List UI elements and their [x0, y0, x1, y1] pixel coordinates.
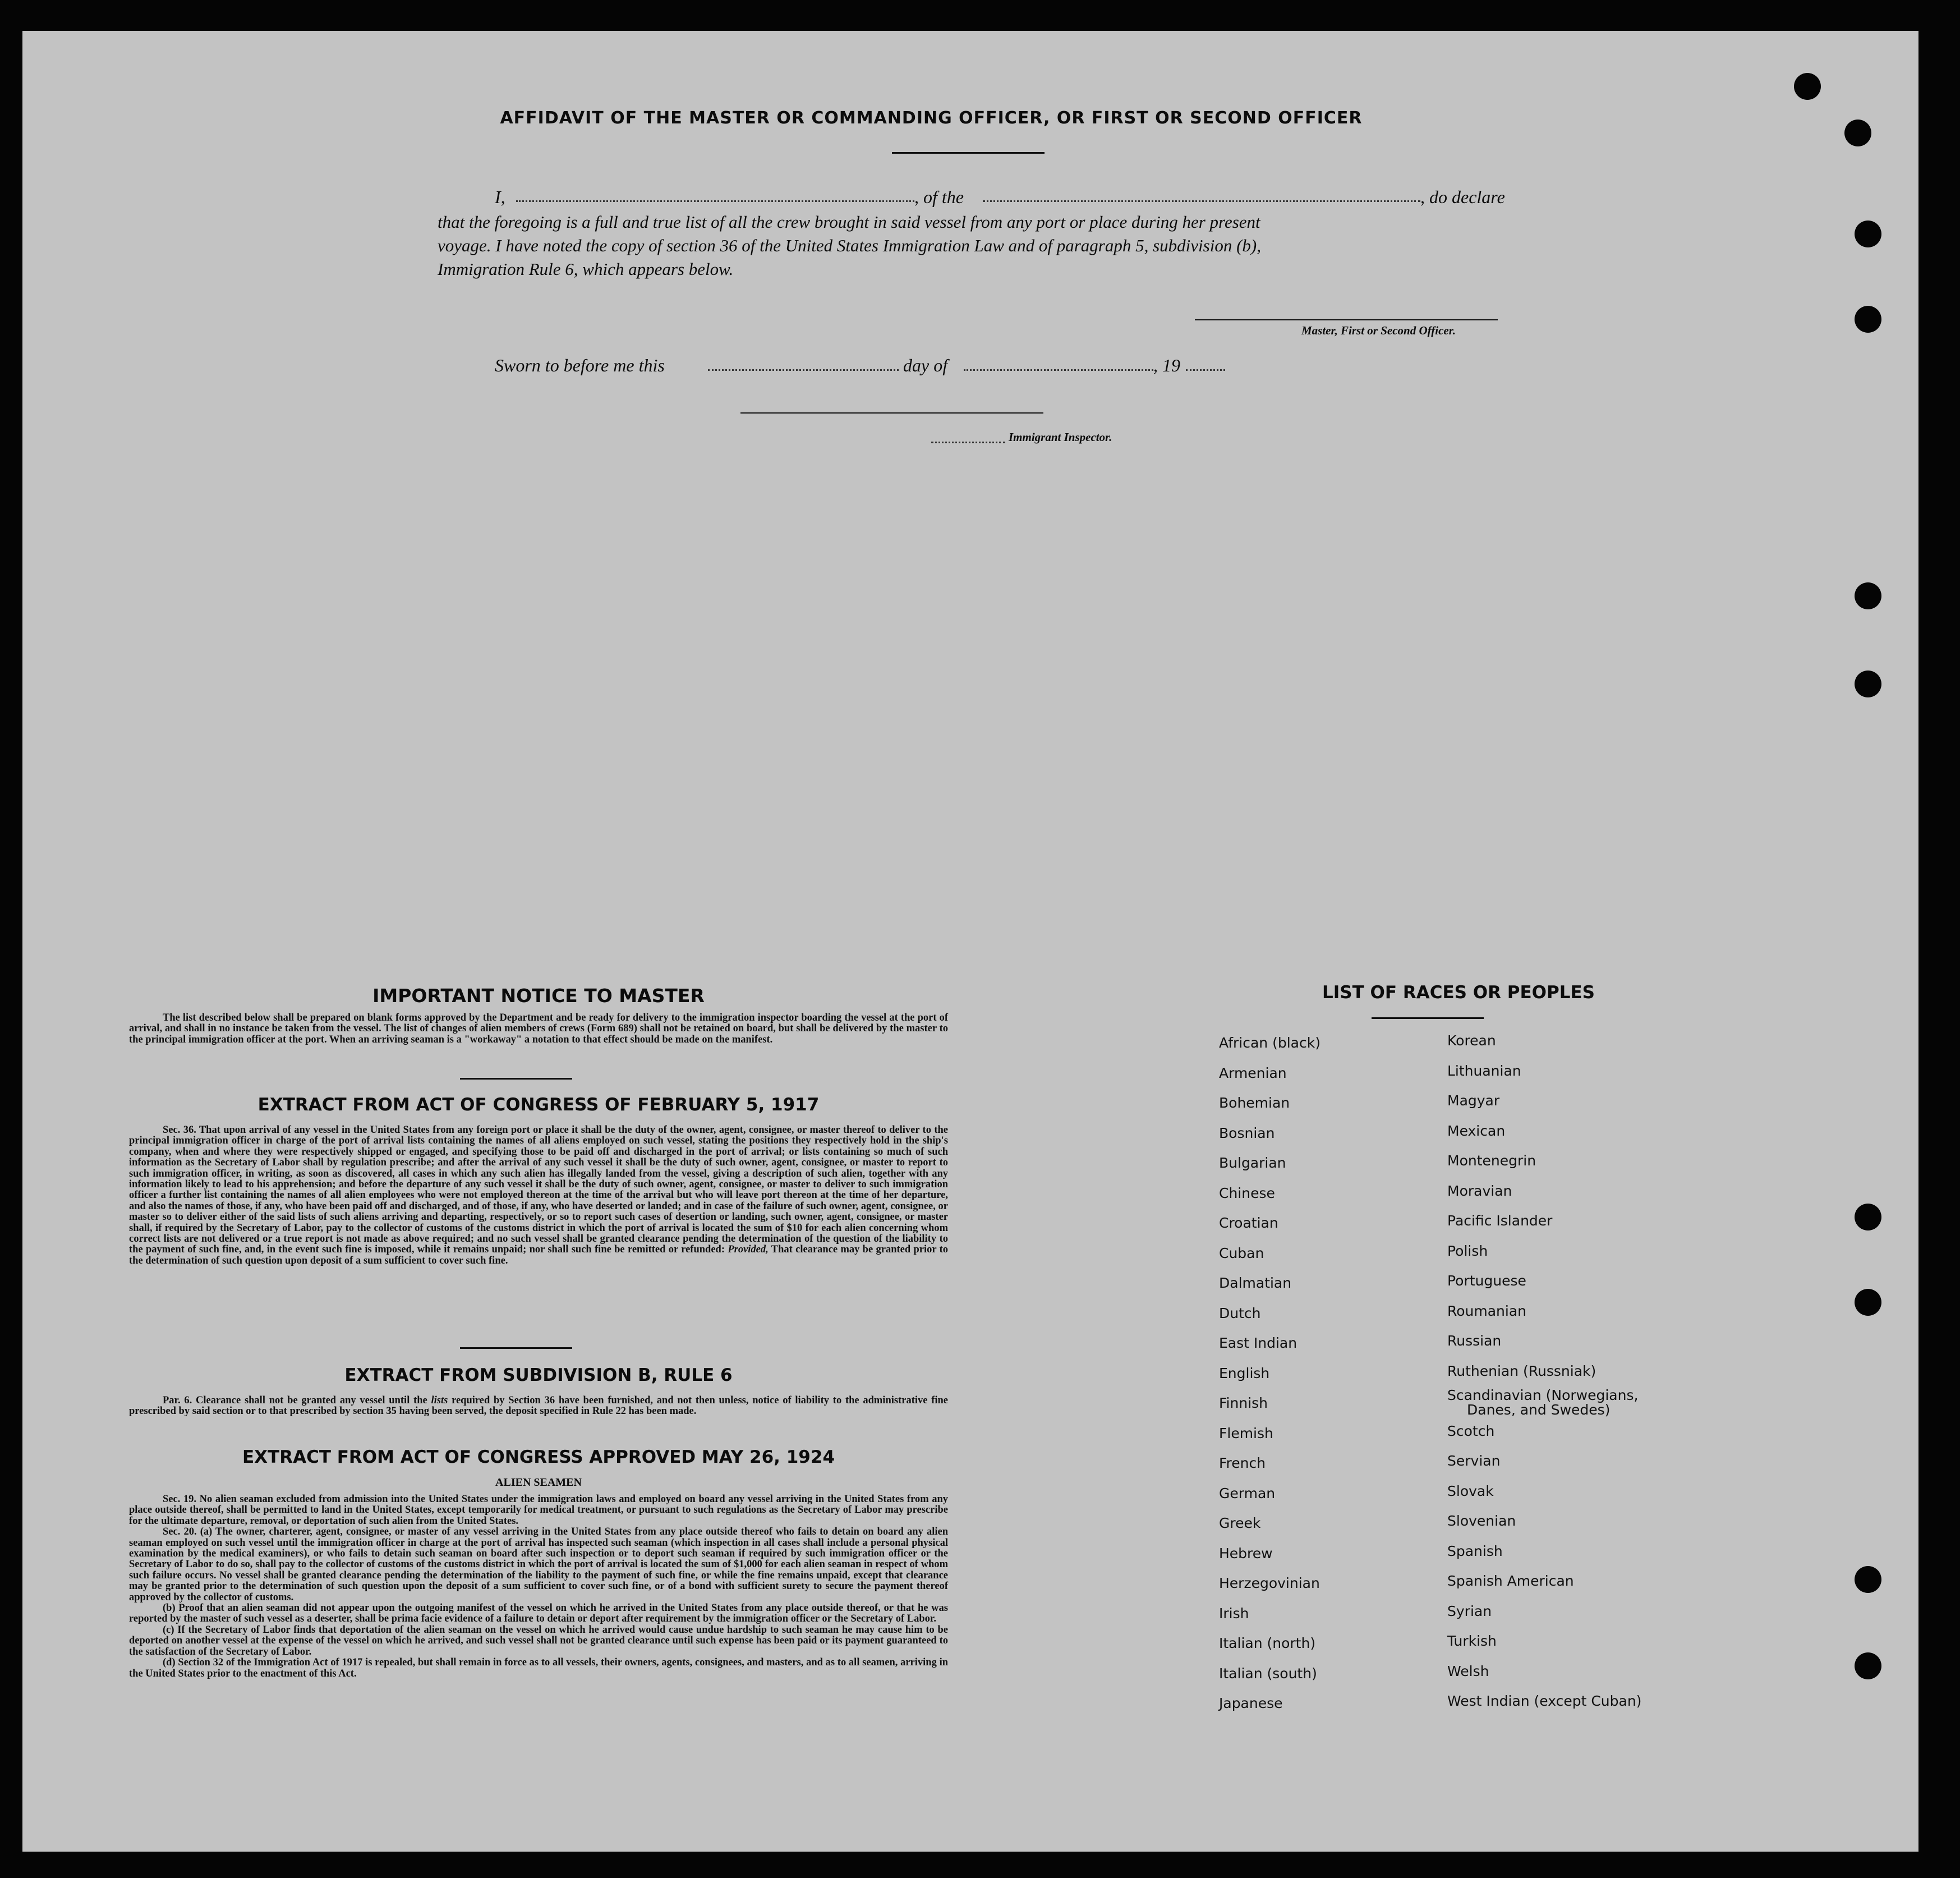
race-item: Mexican [1447, 1123, 1506, 1139]
race-item: Montenegrin [1447, 1152, 1536, 1169]
race-item: Korean [1447, 1032, 1496, 1049]
race-item: East Indian [1219, 1335, 1298, 1351]
lists-text: lists [431, 1395, 448, 1406]
races-title: LIST OF RACES OR PEOPLES [1322, 982, 1595, 1003]
race-item: Turkish [1447, 1633, 1497, 1649]
race-item: Danes, and Swedes) [1467, 1402, 1611, 1418]
race-item: West Indian (except Cuban) [1447, 1693, 1642, 1709]
extract-rule6-text: Par. 6. Clearance shall not be granted any vessel until the [163, 1395, 427, 1406]
sworn-month-field[interactable] [964, 369, 1153, 371]
binder-hole-icon [1844, 120, 1871, 146]
sworn-day-label: day of [903, 355, 948, 375]
declare-i: I, [495, 187, 505, 207]
race-item: Dutch [1219, 1305, 1261, 1321]
declare-end: , do declare [1420, 187, 1505, 207]
provided-text: Provided, [728, 1244, 769, 1256]
extract-1924-subtitle: ALIEN SEAMEN [495, 1476, 582, 1489]
sec-19: Sec. 19. No alien seaman excluded from admission into the United States under the immigration laws and employed on board any vessel arriving in the United States from any place outside thereof, shall be permitted to land in the United States, except temporarily for medical treatment, or pursuant to such regulations as the Secretary of Labor may prescribe for the ultimate departure, removal, or deportation of such alien from the United States. [129, 1494, 948, 1527]
extract-rule6-body [129, 1395, 948, 1417]
race-item: Irish [1219, 1605, 1249, 1622]
race-item: Roumanian [1447, 1303, 1527, 1319]
sec-20b: (b) Proof that an alien seaman did not appear upon the outgoing manifest of the vessel on which he arrived in the United States from any place outside thereof, or that he was reported by the master of such vessel as a deserter, shall be prima facie evidence of a failure to detain or deport after requirement by the immigration officer or the Secretary of Labor. [129, 1603, 948, 1625]
binder-hole-icon [1855, 221, 1881, 247]
sec-20a: Sec. 20. (a) The owner, charterer, agent, consignee, or master of any vessel arriving in the United States from any place outside thereof who fails to detain on board any alien seaman employed on such vessel until the immigration officer in charge at the port of arrival has inspected such seaman (which inspection in all cases shall include a personal physical examination by the medical examiners), or who fails to detain such seaman on board after such inspection or to deport such seaman if required by such immigration officer or the Secretary of Labor to do so, shall pay to the collector of customs of the customs district in which the port of arrival is located the sum of $1,000 for each alien seaman in respect of whom such failure occurs. No vessel shall be granted clearance pending the determination of the liability to the payment of such fine, or while the fine remains unpaid, except that clearance may be granted prior to the determination of such question upon the deposit of a sum sufficient to cover such fine, or of a bond with sufficient surety to secure the payment thereof approved by the collector of customs. [129, 1526, 948, 1603]
race-item: Polish [1447, 1243, 1488, 1259]
race-item: African (black) [1219, 1035, 1321, 1051]
race-item: Chinese [1219, 1185, 1275, 1201]
document-sheet [22, 31, 1918, 1852]
statement-line-1: that the foregoing is a full and true list of all the crew brought in said vessel from any port or place during her present [438, 212, 1260, 232]
race-item: Scandinavian (Norwegians, [1447, 1387, 1639, 1403]
affidavit-title-rule [892, 152, 1045, 154]
sworn-year-field[interactable] [1186, 369, 1225, 371]
notice-rule [460, 1078, 572, 1080]
race-item: English [1219, 1365, 1270, 1381]
race-item: Pacific Islander [1447, 1213, 1553, 1229]
race-item: Japanese [1219, 1695, 1283, 1711]
extract-rule6-title: EXTRACT FROM SUBDIVISION B, RULE 6 [344, 1365, 733, 1385]
sec-20c: (c) If the Secretary of Labor finds that deportation of the alien seaman on the vessel on which he arrived would cause undue hardship to such seaman he may cause him to be deported on another vessel at the expense of the vessel on which he arrived, and such vessel shall not be granted clearance until such expense has been paid or its payment guaranteed to the satisfaction of the Secretary of Labor. [129, 1624, 948, 1657]
race-item: Italian (north) [1219, 1635, 1316, 1651]
inspector-signature-line[interactable] [740, 412, 1043, 414]
race-item: French [1219, 1455, 1266, 1471]
statement-line-2: voyage. I have noted the copy of section 36 of the United States Immigration Law and of paragraph 5, subdivision (b), [438, 236, 1261, 255]
extract-1924-title: EXTRACT FROM ACT OF CONGRESS APPROVED MAY 26, 1924 [242, 1447, 835, 1467]
sworn-day-field[interactable] [708, 369, 899, 371]
extract-1924-body [129, 1494, 948, 1679]
extract-1917-text: Sec. 36. That upon arrival of any vessel in the United States from any foreign port or place it shall be the duty of the owner, agent, consignee, or master thereof to deliver to the principal immigration officer in charge of the port of arrival lists containing the names of all aliens employed on such vessel, stating the positions they respectively hold in the ship's company, when and where they were respectively shipped or engaged, and specifying those to be paid off and discharged in the port of arrival; or lists containing so much of such information as the Secretary of Labor shall by regulation prescribe; and after the arrival of any such vessel it shall be the duty of such owner, agent, consignee, or master to report to such immigration officer, in writing, as soon as discovered, all cases in which any such alien has illegally landed from the vessel, giving a description of such alien, together with any information likely to lead to his apprehension; and before the departure of any such vessel it shall be the duty of such owner, agent, consignee, or master to deliver to such immigration officer a further list containing the names of all alien employees who were not employed thereon at the time of the arrival but who will leave port thereon at the time of her departure, and also the names of those, if any, who have been paid off and discharged, and of those, if any, who have deserted or landed; and in case of the failure of such owner, agent, consignee, or master so to deliver either of the said lists of such aliens arriving and departing, respectively, or so to report such cases of desertion or landing, such owner, agent, consignee, or master shall, if required by the Secretary of Labor, pay to the collector of customs of the customs district in which the port of arrival is located the sum of $10 for each alien concerning whom correct lists are not delivered or a true report is not made as above required; and no such vessel shall be granted clearance pending the determination of the question of the liability to the payment of such fine, and, in the event such fine is imposed, while it remains unpaid; nor shall such fine be remitted or refunded: [129, 1124, 948, 1256]
affidavit-title: AFFIDAVIT OF THE MASTER OR COMMANDING OFFICER, OR FIRST OR SECOND OFFICER [500, 108, 1363, 128]
notice-body: The list described below shall be prepared on blank forms approved by the Department and be ready for delivery to the immigration inspector boarding the vessel at the port of arrival, and shall in no instance be taken from the vessel. The list of changes of alien members of crews (Form 689) shall not be retained on board, but shall be delivered by the master to the principal immigration officer at the port. When an arriving seaman is a "workaway" a notation to that effect should be made on the manifest. [129, 1012, 948, 1045]
binder-hole-icon [1855, 582, 1881, 609]
race-item: Syrian [1447, 1603, 1492, 1619]
race-item: Scotch [1447, 1423, 1495, 1439]
race-item: Hebrew [1219, 1545, 1273, 1562]
race-item: Slovak [1447, 1483, 1494, 1499]
extract-rule6-text-end: required by Section 36 have been furnished, and not then unless, notice of liability to the administrative fine prescribed by said section or to that prescribed by section 35 having been served, the deposit specified in Rule 22 has been made. [129, 1395, 948, 1417]
race-item: Portuguese [1447, 1273, 1526, 1289]
name-field[interactable] [516, 200, 914, 202]
race-item: Servian [1447, 1453, 1501, 1469]
race-item: Lithuanian [1447, 1063, 1521, 1079]
race-item: Russian [1447, 1333, 1502, 1349]
vessel-field[interactable] [983, 200, 1420, 202]
declare-of: , of the [914, 187, 964, 207]
race-item: Moravian [1447, 1183, 1512, 1199]
extract-1917-rule [460, 1347, 572, 1349]
race-item: Armenian [1219, 1065, 1287, 1081]
notice-title: IMPORTANT NOTICE TO MASTER [372, 985, 705, 1007]
race-item: Finnish [1219, 1395, 1268, 1411]
inspector-label: Immigrant Inspector. [1009, 430, 1112, 444]
binder-hole-icon [1855, 1652, 1881, 1679]
race-item: Bohemian [1219, 1095, 1290, 1111]
extract-1917-text-end: That clearance may be granted prior to the determination of such question upon deposit of a sum sufficient to cover such fine. [129, 1244, 948, 1266]
extract-1917-body [129, 1125, 948, 1266]
race-item: Bulgarian [1219, 1155, 1286, 1171]
binder-hole-icon [1855, 1204, 1881, 1230]
race-item: Flemish [1219, 1425, 1273, 1441]
signature-line[interactable] [1195, 319, 1498, 320]
race-item: Herzegovinian [1219, 1575, 1320, 1591]
races-title-rule [1372, 1017, 1484, 1019]
binder-hole-icon [1855, 1566, 1881, 1593]
extract-1917-title: EXTRACT FROM ACT OF CONGRESS OF FEBRUARY 5, 1917 [257, 1095, 820, 1115]
inspector-name-field[interactable] [931, 442, 1005, 443]
binder-hole-icon [1855, 1289, 1881, 1316]
sec-20d: (d) Section 32 of the Immigration Act of 1917 is repealed, but shall remain in force as to all vessels, their owners, agents, consignees, and masters, and as to all seamen, arriving in the United States prior to the enactment of this Act. [129, 1657, 948, 1679]
race-item: German [1219, 1485, 1276, 1502]
race-item: Ruthenian (Russniak) [1447, 1363, 1596, 1379]
race-item: Spanish American [1447, 1573, 1574, 1589]
race-item: Bosnian [1219, 1125, 1275, 1141]
sworn-year-label: , 19 [1153, 355, 1180, 375]
binder-hole-icon [1855, 671, 1881, 697]
binder-hole-icon [1855, 306, 1881, 333]
race-item: Cuban [1219, 1245, 1264, 1261]
race-item: Spanish [1447, 1543, 1503, 1559]
race-item: Welsh [1447, 1663, 1489, 1679]
binder-hole-icon [1794, 73, 1821, 100]
sworn-prefix: Sworn to before me this [495, 355, 665, 375]
race-item: Greek [1219, 1515, 1261, 1531]
race-item: Slovenian [1447, 1513, 1516, 1529]
signature-label: Master, First or Second Officer. [1301, 324, 1456, 337]
statement-line-3: Immigration Rule 6, which appears below. [438, 259, 734, 279]
race-item: Dalmatian [1219, 1275, 1292, 1291]
race-item: Magyar [1447, 1092, 1500, 1109]
race-item: Italian (south) [1219, 1665, 1317, 1682]
race-item: Croatian [1219, 1215, 1278, 1231]
